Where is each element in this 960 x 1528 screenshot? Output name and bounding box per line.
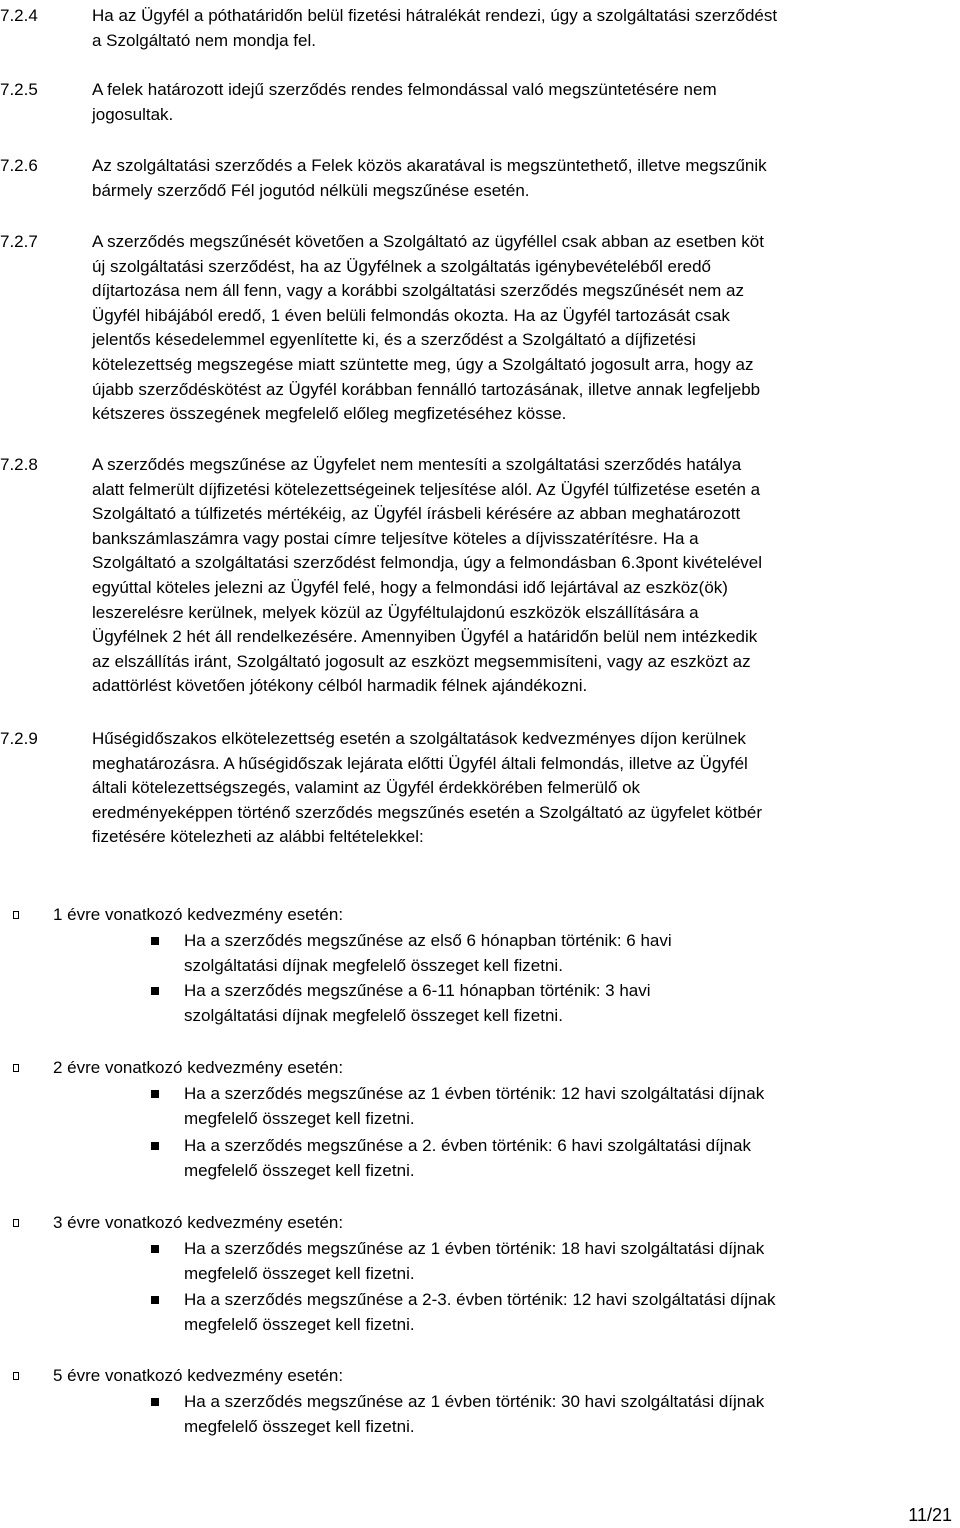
clause-line: adattörlést követően jótékony célból harmadik félnek ajándékozni. <box>92 676 588 696</box>
filled-square-bullet-icon <box>151 1398 159 1406</box>
filled-square-bullet-icon <box>151 1090 159 1098</box>
subitem-text <box>184 1390 954 1439</box>
clause-text <box>92 230 952 427</box>
subitem-line: megfelelő összeget kell fizetni. <box>184 1263 415 1283</box>
clause-line: díjtartozása nem áll fenn, vagy a korábbi szolgáltatási szerződés megszűnését nem az <box>92 281 745 301</box>
clause-number: 7.2.6 <box>0 156 38 175</box>
filled-square-bullet-icon <box>151 987 159 995</box>
clause-line: Ügyfélnek 2 hét áll rendelkezésére. Amennyiben Ügyfél a határidőn belül nem intézkedik <box>92 627 758 647</box>
subitem-line: Ha a szerződés megszűnése a 2-3. évben történik: 12 havi szolgáltatási díjnak <box>184 1290 776 1309</box>
subitem-line: megfelelő összeget kell fizetni. <box>184 1416 415 1436</box>
subitem-line: Ha a szerződés megszűnése a 6-11 hónapban történik: 3 havi <box>184 981 651 1000</box>
subitem-line: megfelelő összeget kell fizetni. <box>184 1160 415 1180</box>
subitem-line: Ha a szerződés megszűnése az 1 évben történik: 12 havi szolgáltatási díjnak <box>184 1084 765 1103</box>
clause-line: A szerződés megszűnése az Ügyfelet nem mentesíti a szolgáltatási szerződés hatálya <box>92 455 742 474</box>
subitem-line: szolgáltatási díjnak megfelelő összeget kell fizetni. <box>184 1005 563 1025</box>
clause-line: a Szolgáltató nem mondja fel. <box>92 30 316 50</box>
discount-label: 2 évre vonatkozó kedvezmény esetén: <box>53 1058 344 1077</box>
filled-square-bullet-icon <box>151 1245 159 1253</box>
square-bullet-icon <box>13 1372 19 1380</box>
clause-text <box>92 727 952 850</box>
clause-line: leszerelésre kerülnek, melyek közül az Ügyféltulajdonú eszközök elszállítására a <box>92 602 699 622</box>
subitem-text <box>184 929 954 978</box>
clause-line: Az szolgáltatási szerződés a Felek közös akaratával is megszüntethető, illetve megszűnik <box>92 156 767 175</box>
square-bullet-icon <box>13 1219 19 1227</box>
subitem-text <box>184 979 954 1028</box>
discount-label: 1 évre vonatkozó kedvezmény esetén: <box>53 905 344 924</box>
clause-line: kötelezettség megszegése miatt szüntette meg, úgy a Szolgáltató jogosult arra, hogy az <box>92 354 754 374</box>
square-bullet-icon <box>13 1064 19 1072</box>
subitem-line: Ha a szerződés megszűnése az 1 évben történik: 30 havi szolgáltatási díjnak <box>184 1392 765 1411</box>
subitem-line: Ha a szerződés megszűnése a 2. évben történik: 6 havi szolgáltatási díjnak <box>184 1136 751 1155</box>
filled-square-bullet-icon <box>151 1142 159 1150</box>
subitem-line: Ha a szerződés megszűnése az 1 évben történik: 18 havi szolgáltatási díjnak <box>184 1239 765 1258</box>
clause-line: Ha az Ügyfél a póthatáridőn belül fizetési hátralékát rendezi, úgy a szolgáltatási szerződést <box>92 6 778 25</box>
clause-line: bármely szerződő Fél jogutód nélküli megszűnése esetén. <box>92 180 530 200</box>
clause-number: 7.2.4 <box>0 6 38 25</box>
subitem-line: Ha a szerződés megszűnése az első 6 hónapban történik: 6 havi <box>184 931 672 950</box>
clause-line: jelentős késedelemmel egyenlítette ki, és a szerződést a Szolgáltató a díjfizetési <box>92 330 696 350</box>
subitem-text <box>184 1082 954 1131</box>
clause-number: 7.2.8 <box>0 455 38 474</box>
filled-square-bullet-icon <box>151 1296 159 1304</box>
clause-line: általi kötelezettségszegés, valamint az Ügyfél érdekkörében felmerülő ok <box>92 778 641 798</box>
clause-line: A szerződés megszűnését követően a Szolgáltató az ügyféllel csak abban az esetben köt <box>92 232 764 251</box>
clause-line: jogosultak. <box>92 104 174 124</box>
subitem-text <box>184 1237 954 1286</box>
clause-line: új szolgáltatási szerződést, ha az Ügyfélnek a szolgáltatás igénybevételéből eredő <box>92 256 711 276</box>
clause-text <box>92 78 952 127</box>
clause-line: fizetésére kötelezheti az alábbi feltételekkel: <box>92 827 424 847</box>
square-bullet-icon <box>13 911 19 919</box>
subitem-line: megfelelő összeget kell fizetni. <box>184 1108 415 1128</box>
clause-number: 7.2.7 <box>0 232 38 251</box>
filled-square-bullet-icon <box>151 937 159 945</box>
subitem-text <box>184 1288 954 1337</box>
subitem-line: szolgáltatási díjnak megfelelő összeget kell fizetni. <box>184 955 563 975</box>
clause-line: A felek határozott idejű szerződés rendes felmondással való megszüntetésére nem <box>92 80 717 99</box>
clause-line: Szolgáltató a túlfizetés mértékéig, az Ügyfél írásbeli kérésére az abban meghatározott <box>92 504 741 524</box>
clause-line: az elszállítás iránt, Szolgáltató jogosult az eszközt megsemmisíteni, vagy az eszközt az <box>92 651 751 671</box>
clause-line: Szolgáltató a szolgáltatási szerződést felmondja, úgy a felmondásban 6.3pont kivételével <box>92 553 763 573</box>
clause-line: újabb szerződéskötést az Ügyfél korábban fennálló tartozásának, illetve annak legfeljebb <box>92 379 761 399</box>
clause-line: alatt felmerült díjfizetési kötelezettségeinek teljesítése alól. Az Ügyfél túlfizetése esetén a <box>92 479 761 499</box>
clause-line: eredményeképpen történő szerződés megszűnés esetén a Szolgáltató az ügyfelet kötbér <box>92 802 763 822</box>
clause-text <box>92 154 952 203</box>
clause-line: kétszeres összegének megfelelő előleg megfizetéséhez kösse. <box>92 404 567 424</box>
clause-line: meghatározásra. A hűségidőszak lejárata előtti Ügyfél általi felmondás, illetve az Ügyfél <box>92 753 748 773</box>
clause-line: Hűségidőszakos elkötelezettség esetén a szolgáltatások kedvezményes díjon kerülnek <box>92 729 746 748</box>
clause-line: Ügyfél hibájából eredő, 1 éven belüli felmondás okozta. Ha az Ügyfél tartozását csak <box>92 305 730 325</box>
subitem-line: megfelelő összeget kell fizetni. <box>184 1314 415 1334</box>
subitem-text <box>184 1134 954 1183</box>
clause-line: bankszámlaszámra vagy postai címre teljesítve köteles a díjvisszatérítésre. Ha a <box>92 528 699 548</box>
clause-number: 7.2.5 <box>0 80 38 99</box>
discount-label: 5 évre vonatkozó kedvezmény esetén: <box>53 1366 344 1385</box>
clause-text <box>92 4 952 53</box>
clause-number: 7.2.9 <box>0 729 38 748</box>
page-number: 11/21 <box>908 1505 952 1525</box>
clause-text <box>92 453 952 699</box>
discount-label: 3 évre vonatkozó kedvezmény esetén: <box>53 1213 344 1232</box>
clause-line: egyúttal köteles jelezni az Ügyfél felé, hogy a felmondási idő lejártával az eszköz(ök) <box>92 577 728 597</box>
